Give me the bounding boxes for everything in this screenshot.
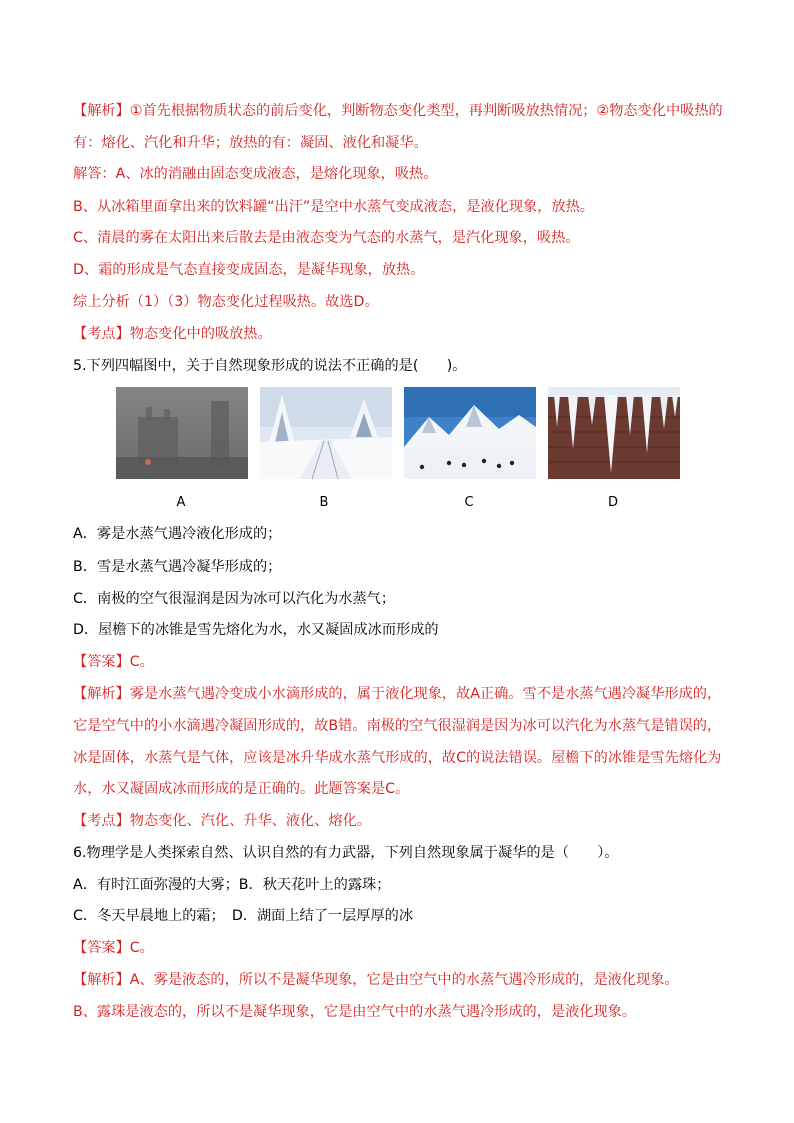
- q5-analysis-line-1: 【解析】雾是水蒸气遇冷变成小水滴形成的，属于液化现象，故A正确。雪不是水蒸气遇冷凝华形成的，: [73, 686, 722, 702]
- photo-b-snow: [260, 387, 392, 479]
- answer-line-c: C、清晨的雾在太阳出来后散去是由液态变为气态的水蒸气，是汽化现象，吸热。: [73, 230, 580, 246]
- photo-a-fog: [116, 387, 248, 479]
- q5-kaodian: 【考点】物态变化、汽化、升华、液化、熔化。: [73, 813, 371, 829]
- q6-analysis-line-2: B、露珠是液态的，所以不是凝华现象，它是由空气中的水蒸气遇冷形成的，是液化现象。: [73, 1004, 637, 1020]
- kaodian-1: 【考点】物态变化中的吸放热。: [73, 326, 272, 342]
- q5-answer: 【答案】C。: [73, 654, 154, 670]
- analysis-line-1: 【解析】①首先根据物质状态的前后变化，判断物态变化类型，再判断吸放热情况；②物态变化中吸热的: [73, 103, 723, 119]
- image-label-c: C: [464, 495, 474, 510]
- q5-analysis-line-4: 水，水又凝固成冰而形成的是正确的。此题答案是C。: [73, 781, 410, 797]
- question-6-stem: 6.物理学是人类探索自然、认识自然的有力武器，下列自然现象属于凝华的是（ ）。: [73, 845, 619, 861]
- q6-options-line-2: C．冬天早晨地上的霜； D．湖面上结了一层厚厚的冰: [73, 908, 414, 924]
- q5-option-d: D．屋檐下的冰锥是雪先熔化为水，水又凝固成冰而形成的: [73, 622, 439, 638]
- image-label-b: B: [319, 495, 329, 510]
- q5-analysis-line-2: 它是空气中的小水滴遇冷凝固形成的，故B错。南极的空气很湿润是因为冰可以汽化为水蒸气是错误的，: [73, 718, 722, 734]
- question-5-stem: 5.下列四幅图中，关于自然现象形成的说法不正确的是( )。: [73, 358, 467, 374]
- photo-c-antarctica: [404, 387, 536, 479]
- image-label-a: A: [176, 495, 186, 510]
- answer-summary: 综上分析（1）（3）物态变化过程吸热。故选D。: [73, 294, 379, 310]
- q5-option-b: B．雪是水蒸气遇冷凝华形成的；: [73, 559, 282, 575]
- answer-line-a: 解答：A、冰的消融由固态变成液态，是熔化现象，吸热。: [73, 166, 438, 182]
- answer-line-b: B、从冰箱里面拿出来的饮料罐“出汗”是空中水蒸气变成液态，是液化现象，放热。: [73, 199, 594, 215]
- q5-option-a: A．雾是水蒸气遇冷液化形成的；: [73, 526, 282, 542]
- photo-d-icicles: [548, 387, 680, 479]
- q5-analysis-line-3: 冰是固体，水蒸气是气体，应该是冰升华成水蒸气形成的，故C的说法错误。屋檐下的冰锥是雪先熔化为: [73, 750, 722, 766]
- image-label-d: D: [607, 495, 618, 510]
- analysis-line-2: 有：熔化、汽化和升华；放热的有：凝固、液化和凝华。: [73, 135, 428, 151]
- q5-option-c: C．南极的空气很湿润是因为冰可以汽化为水蒸气；: [73, 591, 396, 607]
- q6-answer: 【答案】C。: [73, 940, 154, 956]
- q6-options-line-1: A．有时江面弥漫的大雾；B．秋天花叶上的露珠；: [73, 877, 391, 893]
- q6-analysis-line-1: 【解析】A、雾是液态的，所以不是凝华现象，它是由空气中的水蒸气遇冷形成的，是液化现象。: [73, 972, 679, 988]
- answer-line-d: D、霜的形成是气态直接变成固态，是凝华现象，放热。: [73, 262, 425, 278]
